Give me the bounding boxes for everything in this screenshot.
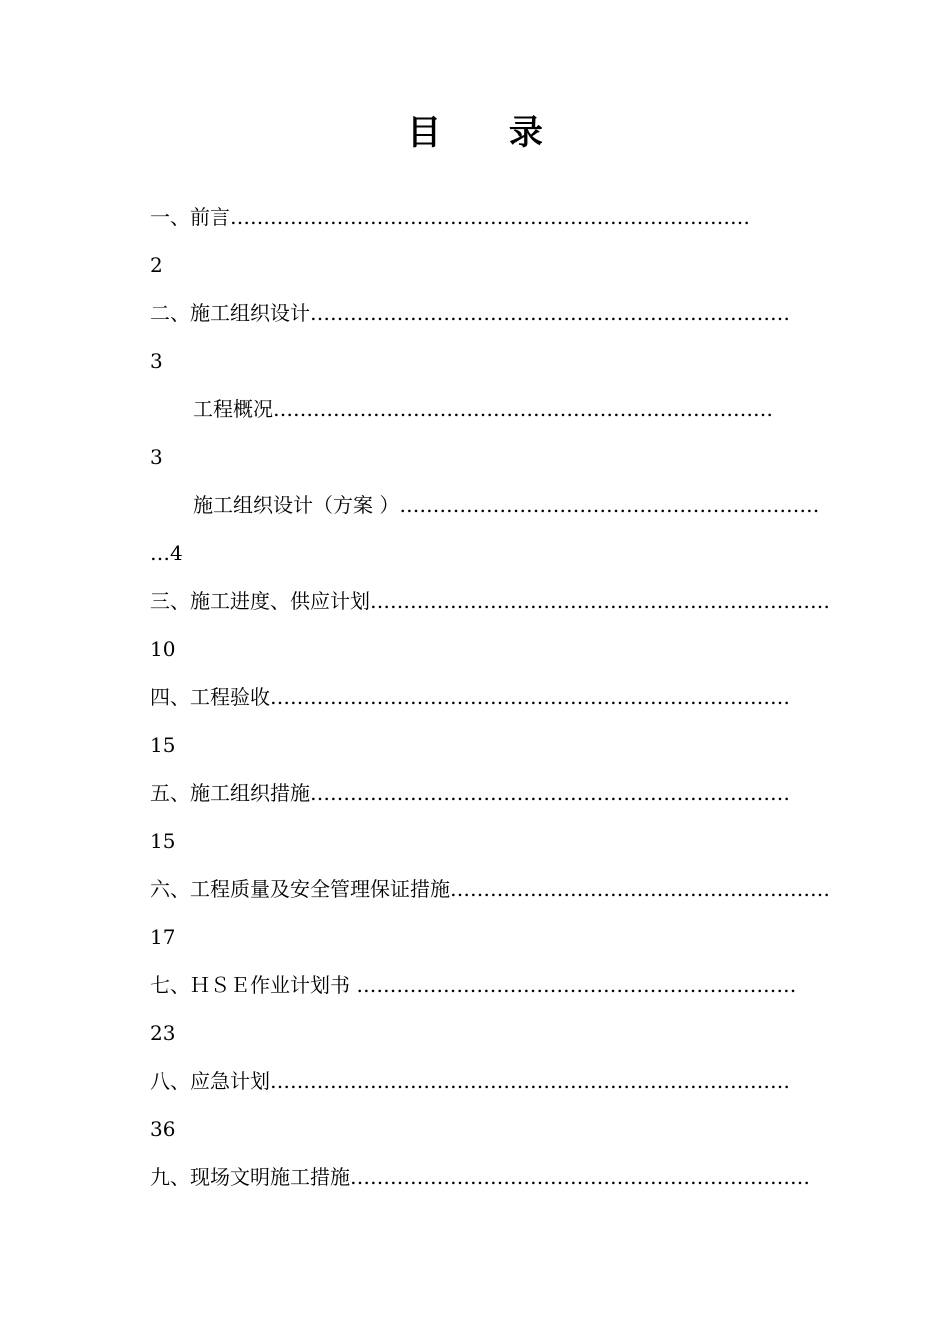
toc-title: 目 录 [407, 113, 571, 153]
toc-entry-text: 工程概况 [193, 397, 273, 421]
toc-leader: …………………………………………………………………… [270, 685, 790, 709]
toc-leader: ……………………………………………………………… [310, 781, 790, 805]
toc-line [150, 202, 750, 232]
toc-page-num: 15 [150, 829, 176, 853]
toc-page-number [150, 922, 175, 952]
toc-leader: ……………………………………………………………… [310, 301, 790, 325]
toc-page-num: 36 [150, 1117, 176, 1141]
toc-line [150, 586, 830, 616]
toc-line [150, 1066, 790, 1096]
toc-leader: …………………………………………………………… [350, 1165, 810, 1189]
toc-page-number [150, 1018, 175, 1048]
toc-line [193, 490, 819, 520]
toc-page-number [150, 1114, 175, 1144]
toc-page-number [150, 826, 175, 856]
toc-leader: ………………………………………………………… [356, 973, 797, 997]
toc-entry-text: 施工组织设计（方案 ） [193, 493, 400, 517]
toc-page-num: 15 [150, 733, 176, 757]
toc-entry-text: 二、施工组织设计 [150, 301, 310, 325]
toc-leader: ………………………………………………… [450, 877, 830, 901]
toc-page-num: 3 [150, 445, 163, 469]
toc-line [193, 394, 773, 424]
toc-line [150, 298, 790, 328]
toc-page-number [150, 442, 163, 472]
toc-line [150, 970, 796, 1000]
toc-entry-text: 六、工程质量及安全管理保证措施 [150, 877, 450, 901]
toc-entry-text: 三、施工进度、供应计划 [150, 589, 370, 613]
toc-page-num: 17 [150, 925, 176, 949]
toc-leader: …4 [150, 541, 183, 565]
toc-leader: …………………………………………………………………… [230, 205, 750, 229]
toc-entry-text: 八、应急计划 [150, 1069, 270, 1093]
toc-page-num: 3 [150, 349, 163, 373]
toc-leader: ………………………………………………………………… [273, 397, 773, 421]
toc-line [150, 778, 790, 808]
toc-entry-text: 一、前言 [150, 205, 230, 229]
toc-leader: …………………………………………………………… [370, 589, 830, 613]
toc-page-number [150, 250, 163, 280]
toc-page-number [150, 538, 183, 568]
toc-line [150, 1162, 810, 1192]
toc-page-number [150, 730, 175, 760]
toc-page-num: 10 [150, 637, 176, 661]
toc-entry-text: 七、ＨＳＥ作业计划书 [150, 973, 357, 997]
toc-line [150, 682, 790, 712]
toc-leader: ……………………………………………………… [399, 493, 820, 517]
toc-entry-text: 四、工程验收 [150, 685, 270, 709]
toc-line [150, 874, 830, 904]
toc-page-num: 2 [150, 253, 163, 277]
toc-leader: …………………………………………………………………… [270, 1069, 790, 1093]
toc-entry-text: 九、现场文明施工措施 [150, 1165, 350, 1189]
toc-page-number [150, 346, 163, 376]
toc-page-number [150, 634, 175, 664]
toc-entry-text: 五、施工组织措施 [150, 781, 310, 805]
toc-page-num: 23 [150, 1021, 176, 1045]
